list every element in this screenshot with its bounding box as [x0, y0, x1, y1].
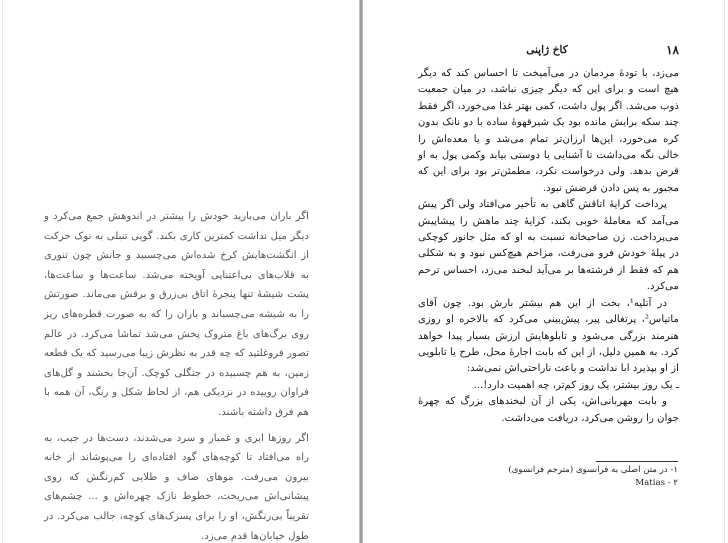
footnote-1: ۱- در متن اصلی به فرانسوی (مترجم فرانسوی) [508, 465, 678, 475]
book-gutter [359, 0, 363, 543]
footnote-rule [596, 461, 678, 462]
book-title: کاخ ژاپنی [526, 44, 568, 56]
right-paragraph-3: در آتلیه¹، بخت از این هم بیشتر بارش بود. چون آقای ماتیاس²، پرتغالی پیر، پیش‌بینی می‌کرد که بالاخره او روزی هنرمند بزرگی می‌شود و تابلوهایش ارزش بسیار پیدا خواهد کرد. به همین دلیل، از این که بابت اجارهٔ محل، طرح یا تابلویی از او بپذیرد ابا نداشت و باعث ناراحتی‌اش نمی‌شد: [418, 297, 679, 375]
footnote-2: Matias - ۲ [635, 478, 678, 488]
left-page-text [44, 207, 309, 542]
left-page-edge [2, 0, 3, 543]
right-paragraph-1: می‌زد، با تودهٔ مردمان در می‌آمیخت تا احساس کند که دیگر هیچ است و برای این که دیگر چیزی نباشد، در میان جمعیت ذوب می‌شد. اگر پول داشت، کمی بهتر غذا می‌خورد، اگر فقط چند سکه برایش مانده بود یک شیرقهوهٔ ساده با دو نانک بدون کره می‌خورد، این‌ها ارزان‌تر تمام می‌شد و یا معده‌اش را خالی نگه می‌داشت تا آشنایی یا دوستی بیابد وکمی پول به او قرض بدهد. ولی درخواست نکرد، مطمئن‌تر بود برای این که مجبور به پس دادن قرضش نبود. [418, 68, 679, 194]
right-paragraph-2: پرداخت کرایهٔ اتاقش گاهی به تأخیر می‌افتاد ولی اگر پیش می‌آمد که معاملهٔ خوبی بکند، کرایهٔ چند ماهش را پیشاپیش می‌پرداخت. زن صاحبخانه نسبت به او که مثل جانور کوچکی در پیلهٔ خودش فرو می‌رفت، مزاحم هیچ‌کس نبود و به شکلی هم که فقط از فرشته‌ها بر می‌آید لبخند می‌زد، احساس ترحم می‌کرد. [418, 199, 679, 293]
footnotes [490, 464, 678, 490]
right-paragraph-4: ـ یک روز بیشتر، یک روز کم‌تر، چه اهمیت دارد!... [473, 379, 679, 391]
right-page-text [418, 66, 679, 427]
right-page-edge [724, 0, 725, 543]
left-paragraph-1: اگر باران می‌بارید خودش را بیشتر در اندوهش جمع می‌کرد و دیگر میل نداشت کمترین کاری بکند. گویی تنبلی به نوک حرکت از انگشت‌هایش کرخ شده‌اش می‌چسبید و جانش چون تنوری به قلاب‌های بی‌اعتنایی آویخته می‌شد. ساعت‌ها و ساعت‌ها، پشت شیشهٔ تنها پنجرهٔ اتاق بی‌زرق و برقش می‌ماند. صورتش را به شیشه می‌چسباند و باران را که به صورت قطره‌های ریز روی برگ‌های باغ متروک پخش می‌شد تماشا می‌کرد. در عالم تصور فرو‌غلتید که چه قدر به نظرش زیبا می‌رسید که یک قطعه زمین، به هم چسبیده در جنگلی کوچک. آن‌جا بخشند و گل‌های فراوان روییده در نزدیکی هم، از لحاظ شکل و رنگ، آن همه با هم فرق داشته باشند. [44, 211, 309, 418]
left-paragraph-2: اگر روزها ابری و غمبار و سرد می‌شدند، دست‌ها در جیب، به راه می‌افتاد تا کوچه‌های گود افتاده‌ای را می‌پوشاند از خانه بیرون می‌رفت. موهای صاف و طلایی کم‌رنگش که روی پیشانی‌اش می‌ریخت، خطوط نازک چهره‌اش و ... چشم‌های تقریباً بی‌رنگش، او را برای پسرک‌های کوچه، جالب می‌کرد. در طول خیابان‌ها قدم می‌زد. [44, 432, 309, 542]
running-head [415, 43, 679, 61]
right-paragraph-5: و بابت مهربانی‌اش، یکی از آن لبخندهای بزرگ که چهرهٔ جوان را روشن می‌کرد، دریافت می‌داشت. [418, 396, 679, 424]
page-number: ۱۸ [666, 43, 679, 57]
